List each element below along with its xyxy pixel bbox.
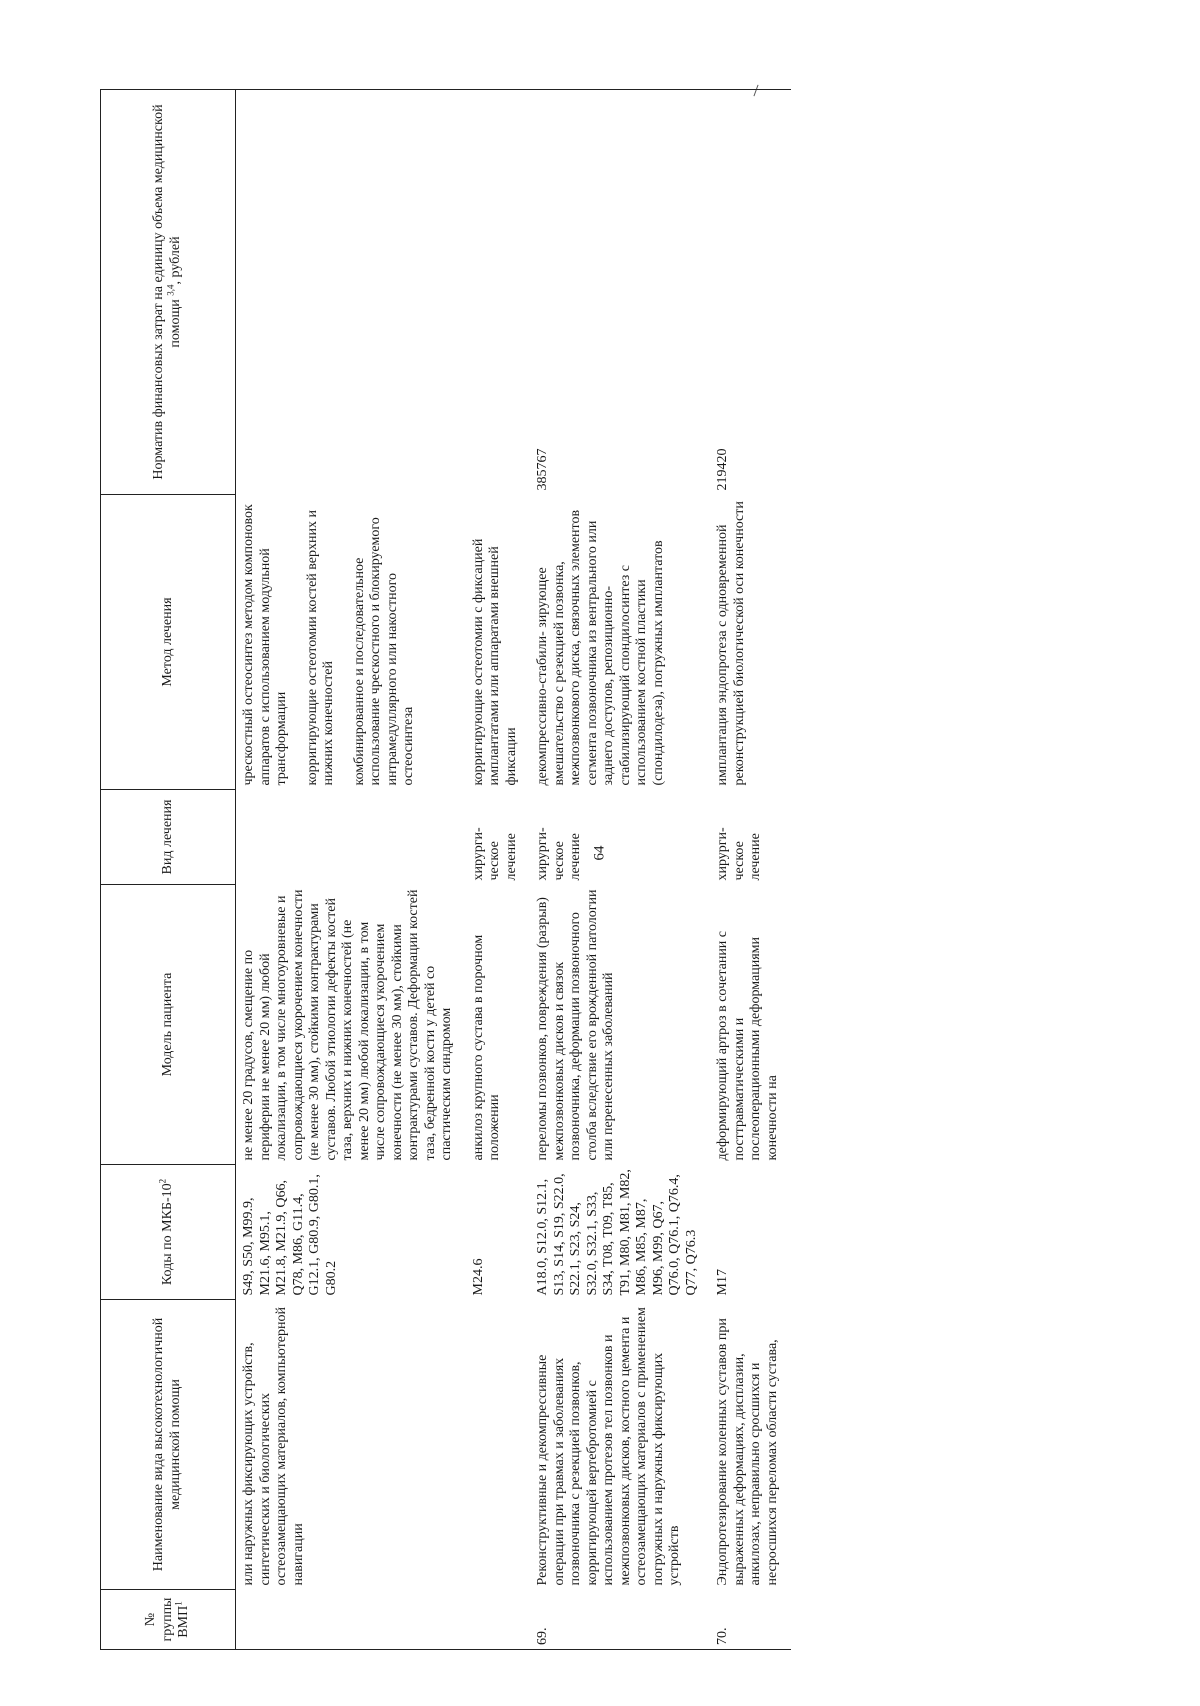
table-row <box>236 90 466 1650</box>
row-model: анкилоз крупного сустава в порочном положении <box>470 934 503 1161</box>
row-cost: 219420 <box>710 90 791 495</box>
row-methods <box>530 495 710 790</box>
vmp-table <box>100 89 791 1650</box>
row-codes: A18.0, S12.0, S12.1, S13, S14, S19, S22.0, S22.1, S23, S24, S32.0, S32.1, S33, S34, T08, T09, T85, T91, M80, M81, M82, M86, M85, M87, M96, M99, Q67, Q76.0, Q76.1, Q76.4, Q77, Q76.3 <box>535 1169 699 1296</box>
table-row <box>530 90 710 1650</box>
row-methods <box>710 495 791 790</box>
row-codes: M17 <box>715 1269 731 1296</box>
header-group-number: № группы ВМП$^1$ <box>101 1590 236 1650</box>
row-methods <box>466 495 531 790</box>
row-name: Эндопротезирование коленных суставов при выраженных деформациях, дисплазии, анкилозах, неправильно сросшихся и несросшихся переломах области сустава, <box>715 1318 780 1586</box>
row-number <box>466 1590 531 1650</box>
table-row <box>466 90 531 1650</box>
header-codes: Коды по МКБ-$10^2$ <box>101 1165 236 1300</box>
rotated-table-wrapper <box>100 90 1100 1650</box>
header-name: Наименование вида высокотехнологичной медицинской помощи <box>101 1300 236 1590</box>
row-number <box>236 1590 466 1650</box>
row-name: или наружных фиксирующих устройств, синтетических и биологических остеозамещающих материалов, компьютерной навигации <box>241 1307 306 1586</box>
row-treatment-type: хирурги-ческое лечение <box>715 827 764 881</box>
method-item: корригирующие остеотомии с фиксацией имплантатами или аппаратами внешней фиксации <box>470 538 519 786</box>
row-number: 70. <box>710 1590 791 1650</box>
row-codes: M24.6 <box>470 1258 486 1296</box>
table-row <box>710 90 791 1650</box>
method-item: декомпрессивно-стабили- зирующее вмешательство с резекцией позвонка, межпозвонкового диска, связочных элементов сегмента позвоночника из вентрального или заднего доступов, репозиционно-стабилизирующий спондилосинтез с использованием костной пластики (спондилодеза), погружных имплантатов <box>535 509 666 786</box>
method-item: имплантация эндопротеза с одновременной реконструкцией биологической оси конечности <box>715 501 747 786</box>
header-model: Модель пациента <box>101 885 236 1165</box>
row-cost: 385767 <box>530 90 710 495</box>
row-treatment-type: хирурги-ческое лечение <box>470 827 519 881</box>
header-cost: Норматив финансовых затрат на единицу объема медицинской помощи $^{3,4}$, рублей <box>101 90 236 495</box>
row-model: деформирующий артроз в сочетании с посттравматическими и послеоперационными деформациями конечности на <box>715 930 780 1161</box>
row-treatment-type: хирурги-ческое лечение <box>535 827 584 881</box>
method-item: чрескостный остеосинтез методом компоновок аппаратов с использованием модульной трансформации <box>241 504 290 786</box>
header-treatment-type: Вид лечения <box>101 790 236 885</box>
method-item: корригирующие остеотомии костей верхних и нижних конечностей <box>304 510 337 786</box>
method-item: комбинированное и последовательное использование чрескостного и блокируемого интрамедуллярного или накостного остеосинтеза <box>351 517 417 786</box>
row-name <box>466 1300 531 1590</box>
row-model: не менее 20 градусов, смещение по периферии не менее 20 мм) любой локализации, в том числе многоуровневые и сопровождающиеся укорочением конечности (не менее 30 мм), стойкими контрактурами суставов. Любой этиологии дефекты костей таза, верхних и нижних конечностей (не менее 20 мм) любой локализации, в том числе сопровождающиеся укорочением конечности (не менее 30 мм), стойкими контрактурами суставов. Деформации костей таза, бедренной кости у детей со спастическим синдромом <box>241 889 455 1161</box>
row-cost <box>466 90 531 495</box>
row-number: 69. <box>530 1590 710 1650</box>
row-cost <box>236 90 466 495</box>
row-codes: S49, S50, M99.9, M21.6, M95.1, M21.8, M21.9, Q66, Q78, M86, G11.4, G12.1, G80.9, G80.1, G80.2 <box>241 1174 339 1296</box>
header-method: Метод лечения <box>101 495 236 790</box>
page-number: 64 <box>591 845 608 861</box>
row-treatment-type <box>236 790 466 885</box>
table-header-row <box>101 90 236 1650</box>
row-methods <box>236 495 466 790</box>
row-model: переломы позвонков, повреждения (разрыв) межпозвонковых дисков и связок позвоночника, деформации позвоночного столба вследствие его врожденной патологии или перенесенных заболеваний <box>535 889 617 1161</box>
row-name: Реконструктивные и декомпрессивные операции при травмах и заболеваниях позвоночника с резекцией позвонков, корригирующей вертебротомией с использованием протезов тел позвонков и межпозвонковых дисков, костного цемента и остеозамещающих материалов с применением погружных и наружных фиксирующих устройств <box>535 1307 683 1586</box>
